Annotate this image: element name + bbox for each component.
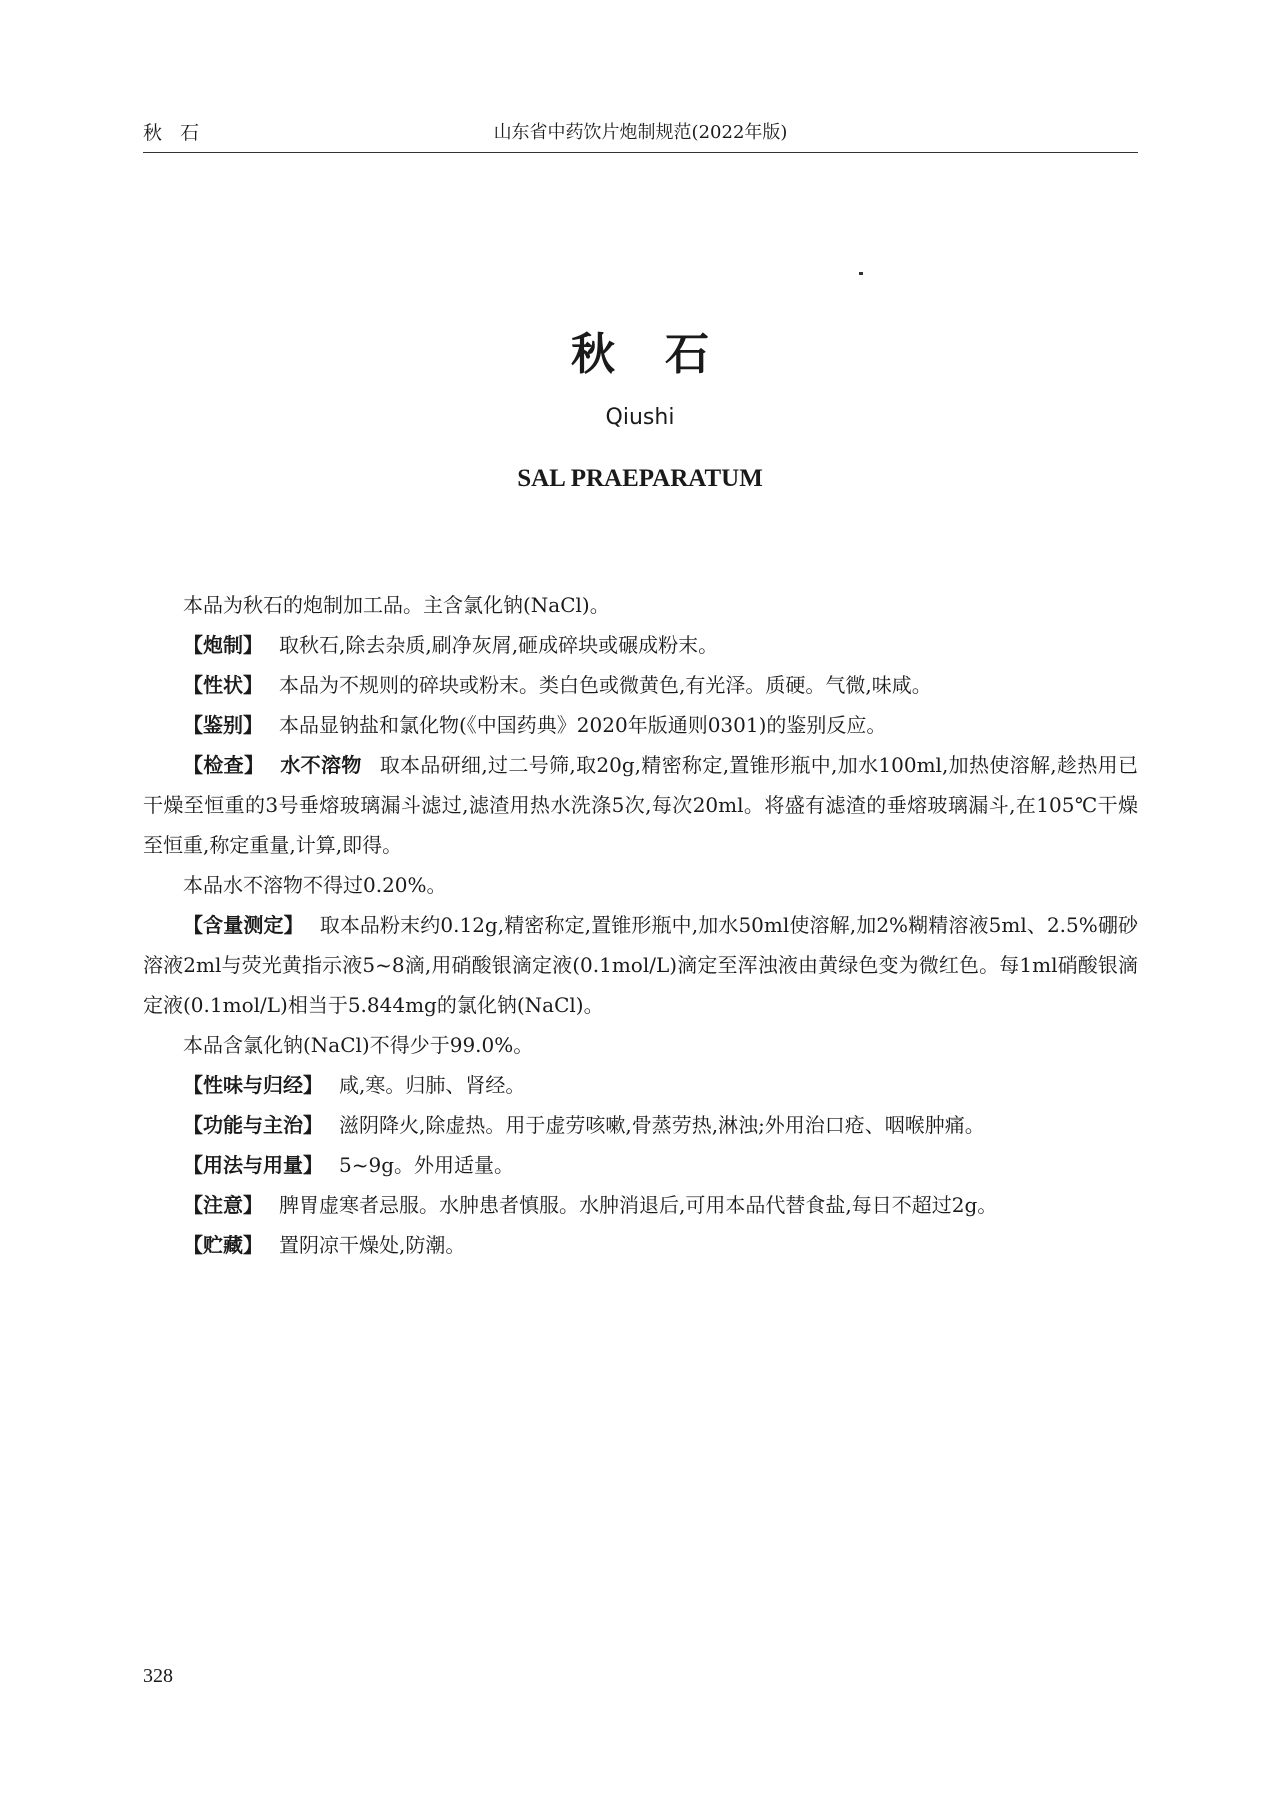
section-text: 脾胃虚寒者忌服。水肿患者慎服。水肿消退后,可用本品代替食盐,每日不超过2g。: [279, 1193, 998, 1217]
limit-text: 本品水不溶物不得过0.20%。: [183, 873, 447, 897]
section-usage: [143, 1145, 1138, 1185]
section-label: 【用法与用量】: [183, 1153, 323, 1177]
section-text: 滋阴降火,除虚热。用于虚劳咳嗽,骨蒸劳热,淋浊;外用治口疮、咽喉肿痛。: [339, 1113, 985, 1137]
entry-title-latin: SAL PRAEPARATUM: [517, 465, 763, 492]
section-text: 取本品粉末约0.12g,精密称定,置锥形瓶中,加水50ml使溶解,加2%糊精溶液5ml、2.5%硼砂溶液2ml与荧光黄指示液5~8滴,用硝酸银滴定液(0.1mol/L)滴定至浑浊液由黄绿色变为微红色。每1ml硝酸银滴定液(0.1mol/L)相当于5.844mg的氯化钠(NaCl)。: [143, 913, 1138, 1017]
section-label: 【性状】: [183, 673, 263, 697]
monograph-body: [143, 585, 1138, 1265]
section-subheading: 水不溶物: [280, 753, 362, 777]
section-label: 【含量测定】: [183, 913, 304, 937]
section-nature: [143, 1065, 1138, 1105]
running-head-book-title: 山东省中药饮片炮制规范(2022年版): [493, 122, 788, 143]
section-label: 【注意】: [183, 1193, 263, 1217]
section-identification: [143, 705, 1138, 745]
running-head: [143, 112, 1138, 153]
section-label: 【炮制】: [183, 633, 263, 657]
section-text: 5~9g。外用适量。: [339, 1153, 515, 1177]
running-head-entry-name: 秋石: [143, 122, 218, 144]
print-speck: [859, 272, 863, 275]
assay-limit: [143, 1025, 1138, 1065]
section-label: 【鉴别】: [183, 713, 263, 737]
intro-text: 本品为秋石的炮制加工品。主含氯化钠(NaCl)。: [183, 593, 610, 617]
section-text: 取秋石,除去杂质,刷净灰屑,砸成碎块或碾成粉末。: [279, 633, 719, 657]
page-number: 328: [143, 1665, 173, 1687]
section-storage: [143, 1225, 1138, 1265]
section-label: 【性味与归经】: [183, 1073, 323, 1097]
limit-text: 本品含氯化钠(NaCl)不得少于99.0%。: [183, 1033, 534, 1057]
entry-title-chinese: 秋石: [571, 329, 759, 380]
section-text: 取本品研细,过二号筛,取20g,精密称定,置锥形瓶中,加水100ml,加热使溶解,趁热用已干燥至恒重的3号垂熔玻璃漏斗滤过,滤渣用热水洗涤5次,每次20ml。将盛有滤渣的垂熔玻璃漏斗,在105℃干燥至恒重,称定重量,计算,即得。: [143, 753, 1139, 857]
section-text: 本品显钠盐和氯化物(《中国药典》2020年版通则0301)的鉴别反应。: [279, 713, 887, 737]
section-label: 【检查】: [183, 753, 265, 777]
section-description: [143, 665, 1138, 705]
entry-title-pinyin: Qiushi: [605, 405, 675, 430]
section-label: 【贮藏】: [183, 1233, 263, 1257]
section-function: [143, 1105, 1138, 1145]
section-processing: [143, 625, 1138, 665]
intro-paragraph: [143, 585, 1138, 625]
section-label: 【功能与主治】: [183, 1113, 323, 1137]
inspection-limit: [143, 865, 1138, 905]
section-text: 本品为不规则的碎块或粉末。类白色或微黄色,有光泽。质硬。气微,味咸。: [279, 673, 932, 697]
section-assay: [143, 905, 1138, 1025]
section-inspection: [143, 745, 1138, 865]
section-text: 咸,寒。归肺、肾经。: [339, 1073, 526, 1097]
section-caution: [143, 1185, 1138, 1225]
section-text: 置阴凉干燥处,防潮。: [279, 1233, 466, 1257]
